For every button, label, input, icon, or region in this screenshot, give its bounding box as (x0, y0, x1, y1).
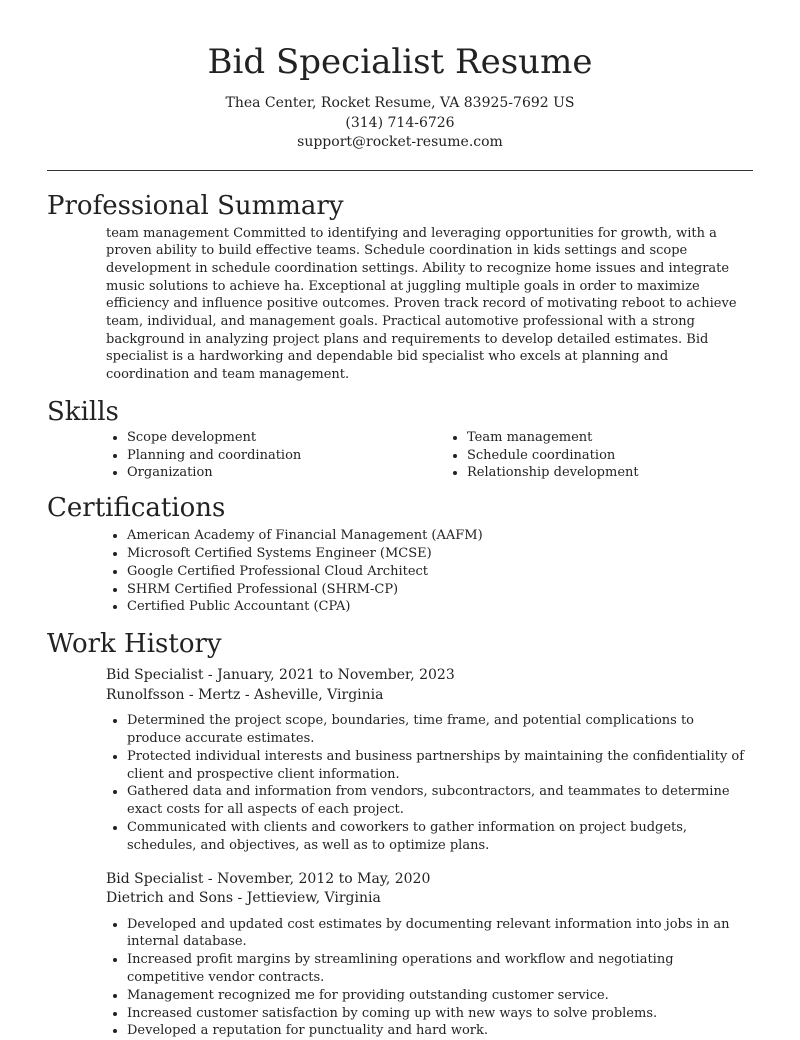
skill-item: • Scope development (127, 429, 446, 447)
work-history-heading: Work History (47, 629, 222, 660)
skills-list (106, 429, 800, 482)
job-bullet: • Increased profit margins by streamlining operations and workflow and negotiating competitive vendor contracts. (127, 951, 747, 987)
certification-item: • Microsoft Certified Systems Engineer (MCSE) (127, 545, 747, 563)
certification-item: • Certified Public Accountant (CPA) (127, 598, 747, 616)
skills-column-right (446, 429, 786, 482)
job-bullet: • Protected individual interests and business partnerships by maintaining the confidentiality of client and prospective client information. (127, 748, 747, 784)
certifications-heading: Certifications (47, 493, 226, 524)
summary-text: team management Committed to identifying and leveraging opportunities for growth, with a proven ability to build effective teams. Schedule coordination in kids settings and scope development in schedule coordination settings. Ability to recognize home issues and integrate music solutions to achieve ha. Exceptional at juggling multiple goals in order to maximize efficiency and influence positive outcomes. Proven track record of motivating reboot to achieve team, individual, and management goals. Practical automotive professional with a strong background in analyzing project plans and requirements to develop detailed estimates. Bid specialist is a hardworking and dependable bid specialist who excels at planning and coordination and team management. (106, 225, 737, 383)
skill-item: • Planning and coordination (127, 447, 446, 465)
job-bullet: • Management recognized me for providing outstanding customer service. (127, 987, 747, 1005)
certification-item: • SHRM Certified Professional (SHRM-CP) (127, 581, 747, 599)
resume-title: Bid Specialist Resume (207, 42, 593, 82)
job-title-line: Bid Specialist - November, 2012 to May, 2020 (106, 870, 431, 887)
skill-item: • Organization (127, 464, 446, 482)
contact-email: support@rocket-resume.com (297, 134, 503, 150)
job-bullet: • Developed and updated cost estimates by documenting relevant information into jobs in an internal database. (127, 916, 747, 952)
job-entry (106, 666, 747, 854)
job-company-line: Runolfsson - Mertz - Asheville, Virginia (106, 686, 384, 703)
contact-block (0, 94, 800, 153)
job-title-line: Bid Specialist - January, 2021 to November, 2023 (106, 667, 455, 684)
contact-address: Thea Center, Rocket Resume, VA 83925-7692 US (225, 95, 575, 111)
skill-item: • Schedule coordination (467, 447, 786, 465)
job-bullet: • Developed a reputation for punctuality and hard work. (127, 1022, 747, 1040)
job-entry (106, 870, 747, 1040)
job-bullet: • Gathered data and information from vendors, subcontractors, and teammates to determine exact costs for all aspects of each project. (127, 783, 747, 819)
summary-heading: Professional Summary (47, 190, 344, 221)
contact-phone: (314) 714-6726 (345, 114, 455, 131)
job-bullets (106, 712, 747, 854)
job-bullets (106, 916, 747, 1040)
skill-item: • Relationship development (467, 464, 786, 482)
skills-heading: Skills (47, 396, 119, 427)
job-company-line: Dietrich and Sons - Jettieview, Virginia (106, 890, 381, 907)
certification-item: • Google Certified Professional Cloud Architect (127, 563, 747, 581)
job-bullet: • Determined the project scope, boundaries, time frame, and potential complications to produce accurate estimates. (127, 712, 747, 748)
skill-item: • Team management (467, 429, 786, 447)
skills-column-left (106, 429, 446, 482)
certifications-list (106, 527, 747, 616)
certification-item: • American Academy of Financial Management (AAFM) (127, 527, 747, 545)
header-divider (47, 170, 753, 171)
job-bullet: • Increased customer satisfaction by coming up with new ways to solve problems. (127, 1005, 747, 1023)
job-bullet: • Communicated with clients and coworkers to gather information on project budgets, schedules, and objectives, as well as to optimize plans. (127, 819, 747, 855)
